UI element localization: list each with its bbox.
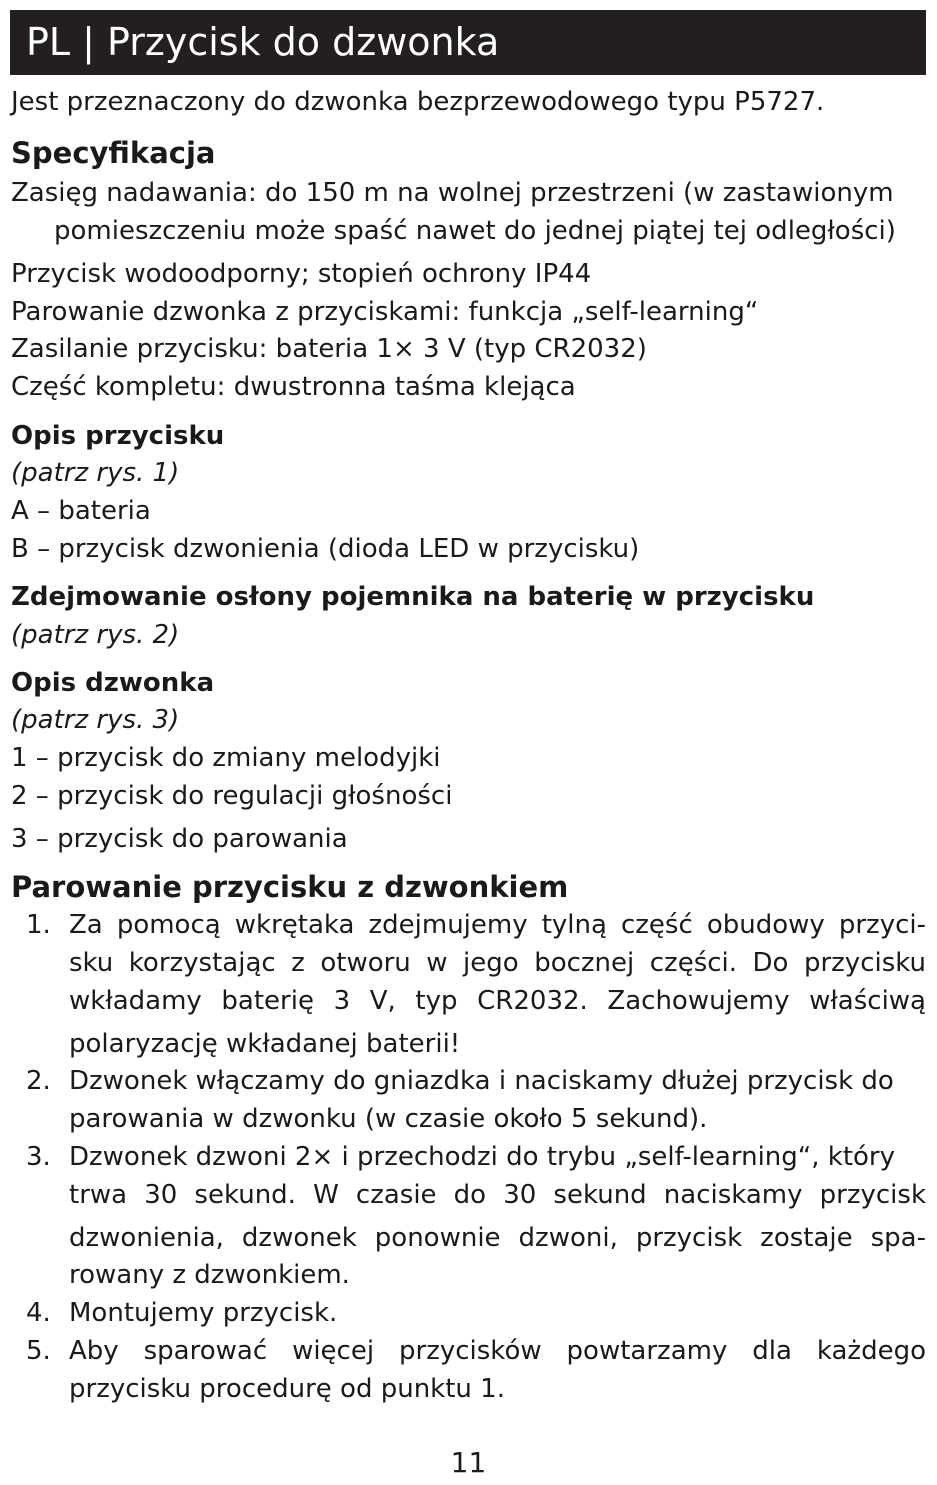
cover-removal-heading: Zdejmowanie osłony pojemnika na baterię w przycisku (11, 582, 815, 612)
spec-item: Parowanie dzwonka z przyciskami: funkcja „self-learning“ (11, 297, 759, 327)
step-text-line: trwa 30 sekund. W czasie do 30 sekund naciskamy przycisk (69, 1180, 926, 1210)
cover-removal-ref: (patrz rys. 2) (11, 620, 180, 650)
intro-text: Jest przeznaczony do dzwonka bezprzewodowego typu P5727. (11, 87, 825, 117)
step-number: 5. (26, 1336, 51, 1366)
step-text-line: Dzwonek dzwoni 2× i przechodzi do trybu „self-learning“, który (69, 1142, 896, 1172)
spec-item: Zasilanie przycisku: bateria 1× 3 V (typ CR2032) (11, 334, 647, 364)
spec-range-line: Zasięg nadawania: do 150 m na wolnej przestrzeni (w zastawionym (11, 178, 894, 208)
bell-desc-item: 3 – przycisk do parowania (11, 824, 348, 854)
page-title: PL | Przycisk do dzwonka (10, 10, 926, 75)
step-text-line: Dzwonek włączamy do gniazdka i naciskamy dłużej przycisk do (69, 1066, 894, 1096)
step-text-line: wkładamy baterię 3 V, typ CR2032. Zachowujemy właściwą (69, 986, 926, 1016)
spec-item: Przycisk wodoodporny; stopień ochrony IP44 (11, 259, 592, 289)
button-desc-item: B – przycisk dzwonienia (dioda LED w przycisku) (11, 534, 640, 564)
step-number: 1. (26, 910, 51, 940)
spec-range-line-cont: pomieszczeniu może spaść nawet do jednej piątej tej odległości) (54, 216, 896, 246)
pairing-heading: Parowanie przycisku z dzwonkiem (11, 870, 569, 904)
spec-item: Część kompletu: dwustronna taśma klejąca (11, 372, 576, 402)
step-text-line: przycisku procedurę od punktu 1. (69, 1374, 505, 1404)
button-desc-item: A – bateria (11, 496, 151, 526)
button-desc-ref: (patrz rys. 1) (11, 458, 180, 488)
step-number: 4. (26, 1298, 51, 1328)
step-number: 3. (26, 1142, 51, 1172)
bell-desc-ref: (patrz rys. 3) (11, 705, 180, 735)
bell-desc-item: 2 – przycisk do regulacji głośności (11, 781, 453, 811)
spec-heading: Specyfikacja (11, 136, 216, 170)
step-text-line: rowany z dzwonkiem. (69, 1260, 350, 1290)
step-text-line: parowania w dzwonku (w czasie około 5 sekund). (69, 1104, 708, 1134)
step-text-line: sku korzystając z otworu w jego bocznej części. Do przycisku (69, 948, 926, 978)
step-text-line: Za pomocą wkrętaka zdejmujemy tylną część obudowy przyci- (69, 910, 926, 940)
bell-desc-heading: Opis dzwonka (11, 668, 215, 698)
bell-desc-item: 1 – przycisk do zmiany melodyjki (11, 743, 441, 773)
page-number: 11 (450, 1446, 487, 1479)
button-desc-heading: Opis przycisku (11, 421, 225, 451)
step-number: 2. (26, 1066, 51, 1096)
step-text-line: Aby sparować więcej przycisków powtarzamy dla każdego (69, 1336, 926, 1366)
step-text-line: dzwonienia, dzwonek ponownie dzwoni, przycisk zostaje spa- (69, 1223, 926, 1253)
step-text-line: polaryzację wkładanej baterii! (69, 1029, 461, 1059)
step-text-line: Montujemy przycisk. (69, 1298, 338, 1328)
